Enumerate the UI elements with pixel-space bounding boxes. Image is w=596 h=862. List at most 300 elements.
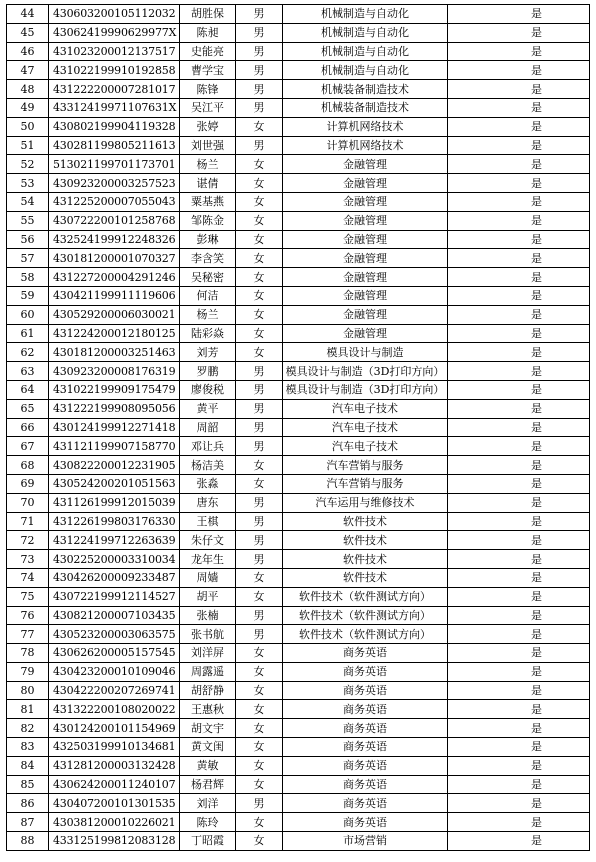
row-number-cell: 46: [7, 42, 49, 61]
row-number-cell: 88: [7, 832, 49, 851]
gender-cell: 男: [236, 550, 283, 569]
eligibility-cell: 是: [448, 775, 590, 794]
table-row: [7, 42, 590, 61]
major-cell: 商务英语: [283, 775, 448, 794]
table-body: [7, 5, 590, 851]
name-cell: 廖俊税: [180, 380, 236, 399]
id-number-cell: 430281199805211613: [49, 136, 180, 155]
id-number-cell: 430225200003310034: [49, 550, 180, 569]
table-row: [7, 249, 590, 268]
major-cell: 软件技术（软件测试方向）: [283, 625, 448, 644]
name-cell: 龙年生: [180, 550, 236, 569]
id-number-cell: 430923200003257523: [49, 174, 180, 193]
eligibility-cell: 是: [448, 437, 590, 456]
gender-cell: 男: [236, 5, 283, 24]
eligibility-cell: 是: [448, 456, 590, 475]
gender-cell: 男: [236, 512, 283, 531]
name-cell: 胡平: [180, 587, 236, 606]
eligibility-cell: 是: [448, 531, 590, 550]
table-row: [7, 832, 590, 851]
table-row: [7, 268, 590, 287]
major-cell: 汽车电子技术: [283, 399, 448, 418]
name-cell: 胡舒静: [180, 681, 236, 700]
row-number-cell: 86: [7, 794, 49, 813]
major-cell: 金融管理: [283, 268, 448, 287]
eligibility-cell: 是: [448, 98, 590, 117]
table-row: [7, 644, 590, 663]
gender-cell: 女: [236, 832, 283, 851]
name-cell: 邹陈金: [180, 211, 236, 230]
gender-cell: 女: [236, 719, 283, 738]
major-cell: 金融管理: [283, 305, 448, 324]
id-number-cell: 430626200005157545: [49, 644, 180, 663]
name-cell: 周嫱: [180, 568, 236, 587]
name-cell: 罗鹏: [180, 362, 236, 381]
major-cell: 软件技术: [283, 512, 448, 531]
id-number-cell: 513021199701173701: [49, 155, 180, 174]
table-row: [7, 155, 590, 174]
gender-cell: 女: [236, 700, 283, 719]
gender-cell: 女: [236, 738, 283, 757]
eligibility-cell: 是: [448, 681, 590, 700]
name-cell: 粟基燕: [180, 192, 236, 211]
table-row: [7, 174, 590, 193]
name-cell: 邓让兵: [180, 437, 236, 456]
name-cell: 杨兰: [180, 155, 236, 174]
id-number-cell: 430181200001070327: [49, 249, 180, 268]
eligibility-cell: 是: [448, 42, 590, 61]
row-number-cell: 72: [7, 531, 49, 550]
major-cell: 软件技术: [283, 550, 448, 569]
gender-cell: 女: [236, 305, 283, 324]
id-number-cell: 430422200207269741: [49, 681, 180, 700]
major-cell: 软件技术: [283, 568, 448, 587]
gender-cell: 男: [236, 399, 283, 418]
table-row: [7, 418, 590, 437]
table-row: [7, 230, 590, 249]
row-number-cell: 47: [7, 61, 49, 80]
name-cell: 周露遥: [180, 662, 236, 681]
id-number-cell: 431224200012180125: [49, 324, 180, 343]
gender-cell: 女: [236, 230, 283, 249]
major-cell: 商务英语: [283, 756, 448, 775]
gender-cell: 男: [236, 61, 283, 80]
gender-cell: 女: [236, 343, 283, 362]
gender-cell: 女: [236, 813, 283, 832]
eligibility-cell: 是: [448, 512, 590, 531]
row-number-cell: 49: [7, 98, 49, 117]
eligibility-cell: 是: [448, 700, 590, 719]
name-cell: 杨君辉: [180, 775, 236, 794]
row-number-cell: 55: [7, 211, 49, 230]
major-cell: 模具设计与制造: [283, 343, 448, 362]
row-number-cell: 81: [7, 700, 49, 719]
major-cell: 汽车运用与维修技术: [283, 493, 448, 512]
row-number-cell: 48: [7, 80, 49, 99]
major-cell: 金融管理: [283, 192, 448, 211]
id-number-cell: 431222199908095056: [49, 399, 180, 418]
row-number-cell: 79: [7, 662, 49, 681]
table-row: [7, 775, 590, 794]
eligibility-cell: 是: [448, 662, 590, 681]
row-number-cell: 52: [7, 155, 49, 174]
eligibility-cell: 是: [448, 813, 590, 832]
gender-cell: 女: [236, 775, 283, 794]
id-number-cell: 430603200105112032: [49, 5, 180, 24]
eligibility-cell: 是: [448, 324, 590, 343]
id-number-cell: 431121199907158770: [49, 437, 180, 456]
id-number-cell: 431023200012137517: [49, 42, 180, 61]
id-number-cell: 430722199912114527: [49, 587, 180, 606]
id-number-cell: 430124199912271418: [49, 418, 180, 437]
table-row: [7, 512, 590, 531]
table-row: [7, 117, 590, 136]
table-row: [7, 324, 590, 343]
gender-cell: 女: [236, 681, 283, 700]
name-cell: 丁昭霞: [180, 832, 236, 851]
name-cell: 彭琳: [180, 230, 236, 249]
name-cell: 张婷: [180, 117, 236, 136]
id-number-cell: 430124200101154969: [49, 719, 180, 738]
table-row: [7, 437, 590, 456]
name-cell: 陈锋: [180, 80, 236, 99]
id-number-cell: 432524199912248326: [49, 230, 180, 249]
major-cell: 汽车营销与服务: [283, 456, 448, 475]
table-row: [7, 681, 590, 700]
gender-cell: 男: [236, 136, 283, 155]
eligibility-cell: 是: [448, 286, 590, 305]
table-row: [7, 98, 590, 117]
major-cell: 商务英语: [283, 794, 448, 813]
row-number-cell: 65: [7, 399, 49, 418]
id-number-cell: 433125199812083128: [49, 832, 180, 851]
major-cell: 金融管理: [283, 211, 448, 230]
gender-cell: 男: [236, 437, 283, 456]
name-cell: 张楠: [180, 606, 236, 625]
id-number-cell: 431222200007281017: [49, 80, 180, 99]
major-cell: 软件技术: [283, 531, 448, 550]
gender-cell: 女: [236, 662, 283, 681]
id-number-cell: 431225200007055043: [49, 192, 180, 211]
eligibility-cell: 是: [448, 192, 590, 211]
id-number-cell: 431022199909175479: [49, 380, 180, 399]
eligibility-cell: 是: [448, 343, 590, 362]
major-cell: 机械装备制造技术: [283, 98, 448, 117]
major-cell: 软件技术（软件测试方向）: [283, 606, 448, 625]
major-cell: 机械制造与自动化: [283, 42, 448, 61]
eligibility-cell: 是: [448, 493, 590, 512]
id-number-cell: 430923200008176319: [49, 362, 180, 381]
major-cell: 金融管理: [283, 174, 448, 193]
name-cell: 黄文闺: [180, 738, 236, 757]
table-row: [7, 568, 590, 587]
gender-cell: 女: [236, 756, 283, 775]
gender-cell: 男: [236, 42, 283, 61]
table-row: [7, 493, 590, 512]
table-row: [7, 531, 590, 550]
eligibility-cell: 是: [448, 80, 590, 99]
row-number-cell: 84: [7, 756, 49, 775]
table-row: [7, 474, 590, 493]
table-row: [7, 211, 590, 230]
eligibility-cell: 是: [448, 399, 590, 418]
eligibility-cell: 是: [448, 249, 590, 268]
gender-cell: 女: [236, 211, 283, 230]
major-cell: 商务英语: [283, 700, 448, 719]
eligibility-cell: 是: [448, 644, 590, 663]
row-number-cell: 76: [7, 606, 49, 625]
row-number-cell: 57: [7, 249, 49, 268]
eligibility-cell: 是: [448, 550, 590, 569]
eligibility-cell: 是: [448, 794, 590, 813]
table-row: [7, 362, 590, 381]
row-number-cell: 61: [7, 324, 49, 343]
row-number-cell: 45: [7, 23, 49, 42]
gender-cell: 男: [236, 380, 283, 399]
name-cell: 张淼: [180, 474, 236, 493]
id-number-cell: 431227200004291246: [49, 268, 180, 287]
gender-cell: 女: [236, 324, 283, 343]
row-number-cell: 51: [7, 136, 49, 155]
table-row: [7, 606, 590, 625]
row-number-cell: 56: [7, 230, 49, 249]
row-number-cell: 83: [7, 738, 49, 757]
gender-cell: 女: [236, 249, 283, 268]
row-number-cell: 80: [7, 681, 49, 700]
id-number-cell: 430529200006030021: [49, 305, 180, 324]
name-cell: 陆彩焱: [180, 324, 236, 343]
row-number-cell: 78: [7, 644, 49, 663]
eligibility-cell: 是: [448, 474, 590, 493]
row-number-cell: 53: [7, 174, 49, 193]
gender-cell: 女: [236, 117, 283, 136]
gender-cell: 男: [236, 493, 283, 512]
eligibility-cell: 是: [448, 832, 590, 851]
major-cell: 汽车营销与服务: [283, 474, 448, 493]
eligibility-cell: 是: [448, 230, 590, 249]
eligibility-cell: 是: [448, 362, 590, 381]
row-number-cell: 70: [7, 493, 49, 512]
id-number-cell: 43062419990629977X: [49, 23, 180, 42]
table-row: [7, 5, 590, 24]
id-number-cell: 431126199912015039: [49, 493, 180, 512]
row-number-cell: 74: [7, 568, 49, 587]
table-row: [7, 343, 590, 362]
eligibility-cell: 是: [448, 117, 590, 136]
name-cell: 胡胜保: [180, 5, 236, 24]
row-number-cell: 50: [7, 117, 49, 136]
id-number-cell: 430722200101258768: [49, 211, 180, 230]
eligibility-cell: 是: [448, 155, 590, 174]
id-number-cell: 430524200201051563: [49, 474, 180, 493]
name-cell: 周韶: [180, 418, 236, 437]
table-row: [7, 625, 590, 644]
name-cell: 何洁: [180, 286, 236, 305]
id-number-cell: 430407200101301535: [49, 794, 180, 813]
name-cell: 王棋: [180, 512, 236, 531]
table-row: [7, 550, 590, 569]
name-cell: 王惠秋: [180, 700, 236, 719]
name-cell: 刘洋屏: [180, 644, 236, 663]
gender-cell: 女: [236, 644, 283, 663]
major-cell: 金融管理: [283, 324, 448, 343]
row-number-cell: 66: [7, 418, 49, 437]
id-number-cell: 430802199904119328: [49, 117, 180, 136]
name-cell: 胡文宇: [180, 719, 236, 738]
eligibility-cell: 是: [448, 587, 590, 606]
id-number-cell: 431322200108020022: [49, 700, 180, 719]
row-number-cell: 64: [7, 380, 49, 399]
major-cell: 商务英语: [283, 662, 448, 681]
name-cell: 杨洁美: [180, 456, 236, 475]
eligibility-cell: 是: [448, 568, 590, 587]
name-cell: 谌倩: [180, 174, 236, 193]
major-cell: 商务英语: [283, 813, 448, 832]
student-roster-table: [6, 4, 590, 851]
row-number-cell: 85: [7, 775, 49, 794]
row-number-cell: 73: [7, 550, 49, 569]
major-cell: 机械制造与自动化: [283, 23, 448, 42]
major-cell: 机械制造与自动化: [283, 5, 448, 24]
table-row: [7, 305, 590, 324]
row-number-cell: 71: [7, 512, 49, 531]
gender-cell: 男: [236, 98, 283, 117]
major-cell: 模具设计与制造（3D打印方向）: [283, 362, 448, 381]
name-cell: 吴江平: [180, 98, 236, 117]
gender-cell: 女: [236, 268, 283, 287]
eligibility-cell: 是: [448, 174, 590, 193]
major-cell: 软件技术（软件测试方向）: [283, 587, 448, 606]
major-cell: 金融管理: [283, 230, 448, 249]
table-row: [7, 286, 590, 305]
name-cell: 李含笑: [180, 249, 236, 268]
table-row: [7, 456, 590, 475]
eligibility-cell: 是: [448, 211, 590, 230]
name-cell: 刘芳: [180, 343, 236, 362]
major-cell: 机械制造与自动化: [283, 61, 448, 80]
eligibility-cell: 是: [448, 5, 590, 24]
row-number-cell: 58: [7, 268, 49, 287]
table-row: [7, 80, 590, 99]
name-cell: 杨兰: [180, 305, 236, 324]
eligibility-cell: 是: [448, 418, 590, 437]
gender-cell: 女: [236, 568, 283, 587]
name-cell: 吴秘密: [180, 268, 236, 287]
row-number-cell: 77: [7, 625, 49, 644]
row-number-cell: 63: [7, 362, 49, 381]
row-number-cell: 59: [7, 286, 49, 305]
row-number-cell: 62: [7, 343, 49, 362]
table-row: [7, 662, 590, 681]
major-cell: 市场营销: [283, 832, 448, 851]
name-cell: 黄敏: [180, 756, 236, 775]
eligibility-cell: 是: [448, 61, 590, 80]
id-number-cell: 431226199803176330: [49, 512, 180, 531]
row-number-cell: 82: [7, 719, 49, 738]
gender-cell: 男: [236, 23, 283, 42]
id-number-cell: 430181200003251463: [49, 343, 180, 362]
name-cell: 陈昶: [180, 23, 236, 42]
gender-cell: 女: [236, 192, 283, 211]
gender-cell: 男: [236, 794, 283, 813]
id-number-cell: 431281200003132428: [49, 756, 180, 775]
table-row: [7, 192, 590, 211]
row-number-cell: 44: [7, 5, 49, 24]
major-cell: 金融管理: [283, 286, 448, 305]
major-cell: 汽车电子技术: [283, 437, 448, 456]
eligibility-cell: 是: [448, 23, 590, 42]
eligibility-cell: 是: [448, 268, 590, 287]
row-number-cell: 68: [7, 456, 49, 475]
major-cell: 金融管理: [283, 155, 448, 174]
id-number-cell: 430426200009233487: [49, 568, 180, 587]
name-cell: 朱仔文: [180, 531, 236, 550]
row-number-cell: 87: [7, 813, 49, 832]
gender-cell: 男: [236, 362, 283, 381]
gender-cell: 女: [236, 474, 283, 493]
row-number-cell: 67: [7, 437, 49, 456]
row-number-cell: 75: [7, 587, 49, 606]
major-cell: 商务英语: [283, 719, 448, 738]
table-row: [7, 61, 590, 80]
gender-cell: 男: [236, 625, 283, 644]
eligibility-cell: 是: [448, 625, 590, 644]
gender-cell: 女: [236, 286, 283, 305]
gender-cell: 男: [236, 418, 283, 437]
id-number-cell: 432503199910134681: [49, 738, 180, 757]
gender-cell: 女: [236, 174, 283, 193]
table-row: [7, 719, 590, 738]
id-number-cell: 430822200012231905: [49, 456, 180, 475]
id-number-cell: 430421199911119606: [49, 286, 180, 305]
table-row: [7, 756, 590, 775]
major-cell: 金融管理: [283, 249, 448, 268]
major-cell: 汽车电子技术: [283, 418, 448, 437]
gender-cell: 男: [236, 531, 283, 550]
major-cell: 商务英语: [283, 644, 448, 663]
gender-cell: 女: [236, 155, 283, 174]
table-row: [7, 380, 590, 399]
table-row: [7, 794, 590, 813]
id-number-cell: 430381200010226021: [49, 813, 180, 832]
name-cell: 史能亮: [180, 42, 236, 61]
eligibility-cell: 是: [448, 738, 590, 757]
row-number-cell: 69: [7, 474, 49, 493]
eligibility-cell: 是: [448, 136, 590, 155]
major-cell: 模具设计与制造（3D打印方向）: [283, 380, 448, 399]
table-row: [7, 738, 590, 757]
id-number-cell: 431022199910192858: [49, 61, 180, 80]
name-cell: 黄平: [180, 399, 236, 418]
table-row: [7, 700, 590, 719]
name-cell: 张书航: [180, 625, 236, 644]
major-cell: 商务英语: [283, 681, 448, 700]
major-cell: 计算机网络技术: [283, 117, 448, 136]
name-cell: 唐东: [180, 493, 236, 512]
table-row: [7, 587, 590, 606]
gender-cell: 女: [236, 587, 283, 606]
table-row: [7, 399, 590, 418]
eligibility-cell: 是: [448, 756, 590, 775]
id-number-cell: 431224199712263639: [49, 531, 180, 550]
eligibility-cell: 是: [448, 305, 590, 324]
eligibility-cell: 是: [448, 380, 590, 399]
eligibility-cell: 是: [448, 606, 590, 625]
gender-cell: 男: [236, 80, 283, 99]
id-number-cell: 430821200007103435: [49, 606, 180, 625]
major-cell: 机械装备制造技术: [283, 80, 448, 99]
row-number-cell: 54: [7, 192, 49, 211]
